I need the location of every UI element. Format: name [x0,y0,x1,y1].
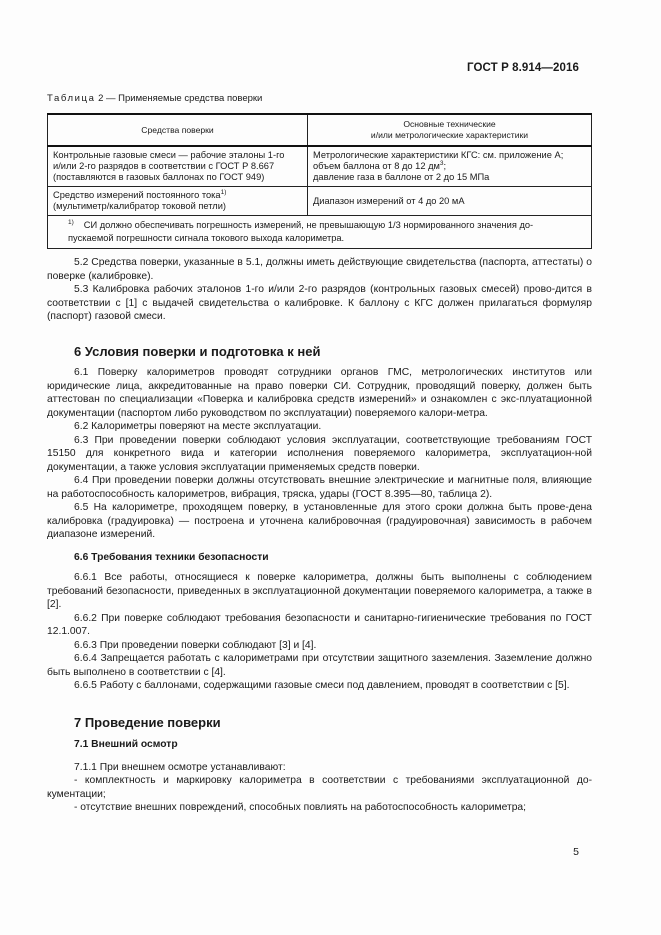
paragraph-6-3: 6.3 При проведении поверки соблюдают условия эксплуатации, соответствующие требованиям ГОСТ 15150 для конкретного вида и категории исполнения поверяемого калориметра, эксплуатацион-ной документации, а также условия эксплуатации применяемых средств поверки. [47,434,592,473]
table-cell-gas-characteristics: Метрологические характеристики КГС: см. приложение А; объем баллона от 8 до 12 $дм^3$; давление газа в баллоне от 2 до 15 МПа [308,146,592,187]
paragraph-6-6-1: 6.6.1 Все работы, относящиеся к поверке калориметра, должны быть выполнены с соблюдением требований безопасности, приведенных в эксплуатационной документации поверяемого калориметра, а также в [2]. [47,572,592,610]
verification-tools-table [47,113,592,249]
table-cell-gas-mixtures: Контрольные газовые смеси — рабочие эталоны 1-го и/или 2-го разрядов в соответствии с ГОСТ Р 8.667 (поставляются в газовых баллонах по ГОСТ 949) [48,146,308,187]
paragraph-7-1-1: 7.1.1 При внешнем осмотре устанавливают: [74,761,286,773]
table-row [48,187,592,216]
list-item: - комплектность и маркировку калориметра в соответствии с требованиями эксплуатационной до-кументации; [47,775,592,800]
table-footnote: $^{1)}$ СИ должно обеспечивать погрешность измерений, не превышающую 1/3 нормированного значения до- пускаемой погрешности сигнала токового выхода калориметра. [48,216,592,249]
document-body [47,256,592,815]
paragraph-5-3: 5.3 Калибровка рабочих эталонов 1-го и/или 2-го разрядов (контрольных газовых смесей) прово-дится в соответствии с [1] с выдачей свидетельства о калибровке. К баллону с КГС должен прилагаться формуляр (паспорт) газовой смеси. [47,284,592,322]
table-caption [47,93,262,104]
table-header-characteristics: Основные технические и/или метрологические характеристики [308,114,592,146]
paragraph-6-6-2: 6.6.2 При поверке соблюдают требования безопасности и санитарно-гигиенические требования по ГОСТ 12.1.007. [47,612,592,637]
table-cell-dc-meter: Средство измерений постоянного тока$^{1)}$ (мультиметр/калибратор токовой петли) [48,187,308,216]
paragraph-6-1: 6.1 Поверку калориметров проводят сотрудники органов ГМС, метрологических институтов или юридические лица, аккредитованные на право поверки СИ. Сотрудник, проводящий поверку, должен быть аттестован по специализации «Поверка и калибровка средств измерений» и ознакомлен с экс-плуатационной документации (паспортом либо руководством по эксплуатации) поверяемого калори-метра. [47,367,592,419]
table-row [48,146,592,187]
section-7-heading: 7 Проведение поверки [74,714,221,730]
section-7-1-heading: 7.1 Внешний осмотр [74,739,178,750]
paragraph-6-2: 6.2 Калориметры поверяют на месте эксплуатации. [74,421,322,432]
document-code-header: ГОСТ Р 8.914—2016 [467,62,579,74]
paragraph-6-6-4: 6.6.4 Запрещается работать с калориметрами при отсутствии защитного заземления. Заземление должно быть выполнено в соответствии с [4]. [47,653,592,678]
paragraph-6-6-5: 6.6.5 Работу с баллонами, содержащими газовые смеси под давлением, проводят в соответствии с [5]. [74,680,570,691]
page-number: 5 [573,846,579,858]
table-caption-title: 2 — Применяемые средства поверки [95,93,263,104]
paragraph-6-5: 6.5 На калориметре, проходящем поверку, в установленные для этого сроки должна быть прове-дена калибровка (градуировка) — построена и уточнена калибровочная (градуировочная) зависимость в рабочем диапазоне измерений. [47,502,592,540]
table-footnote-row [48,216,592,249]
table-header-tools: Средства поверки [48,114,308,146]
paragraph-6-4: 6.4 При проведении поверки должны отсутствовать внешние электрические и магнитные поля, влияющие на работоспособность калориметров, вибрация, тряска, удары (ГОСТ 8.395—80, таблица 2). [47,475,592,500]
section-6-6-heading: 6.6 Требования техники безопасности [74,551,269,563]
table-caption-label: Таблица [47,93,96,104]
paragraph-5-2: 5.2 Средства поверки, указанные в 5.1, должны иметь действующие свидетельства (паспорта, аттестаты) о поверке (калибровке). [47,257,592,282]
table-header-row [48,114,592,146]
table-cell-dc-range: Диапазон измерений от 4 до 20 мА [308,187,592,216]
section-6-heading: 6 Условия поверки и подготовка к ней [74,343,321,359]
list-item: - отсутствие внешних повреждений, способных повлиять на работоспособность калориметра; [74,802,527,813]
paragraph-6-6-3: 6.6.3 При проведении поверки соблюдают [3] и [4]. [74,639,317,651]
